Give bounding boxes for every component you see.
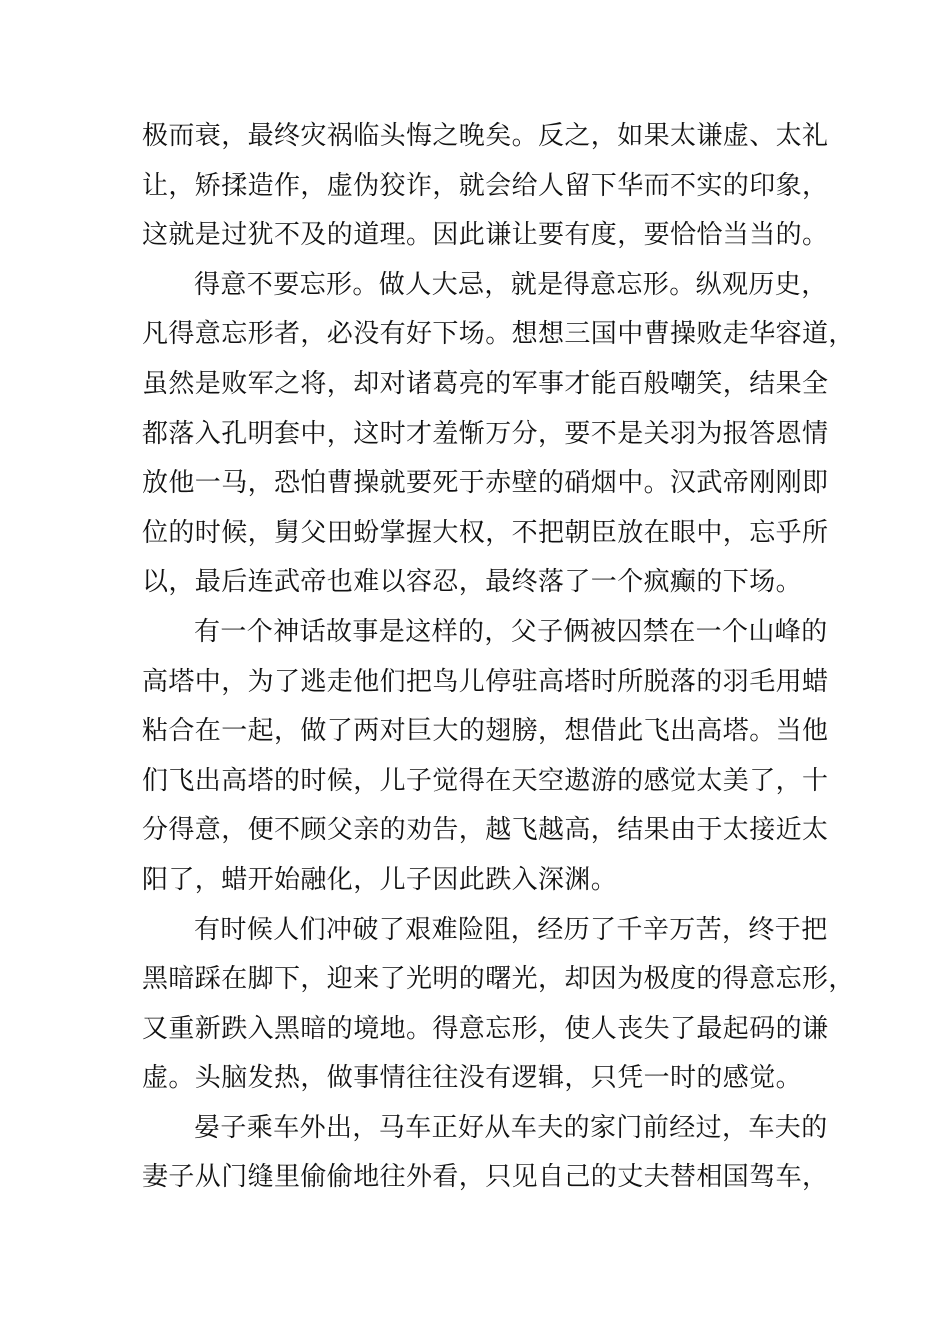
text-line: 们飞出高塔的时候，儿子觉得在天空遨游的感觉太美了，十 [142, 765, 829, 796]
text-line: 粘合在一起，做了两对巨大的翅膀，想借此飞出高塔。当他 [142, 716, 829, 747]
body-text [142, 112, 855, 1203]
paragraph-first-line: 晏子乘车外出，马车正好从车夫的家门前经过，车夫的 [194, 1112, 828, 1143]
text-line: 妻子从门缝里偷偷地往外看，只见自己的丈夫替相国驾车， [142, 1162, 829, 1193]
text-line: 都落入孔明套中，这时才羞惭万分，要不是关羽为报答恩情 [142, 418, 829, 449]
text-line: 这就是过犹不及的道理。因此谦让要有度，要恰恰当当的。 [142, 220, 829, 251]
text-line: 极而衰，最终灾祸临头悔之晚矣。反之，如果太谦虚、太礼 [142, 121, 829, 151]
paragraph-first-line: 得意不要忘形。做人大忌，就是得意忘形。纵观历史， [194, 269, 828, 300]
text-line: 阳了，蜡开始融化，儿子因此跌入深渊。 [142, 864, 618, 895]
text-line: 高塔中，为了逃走他们把鸟儿停驻高塔时所脱落的羽毛用蜡 [142, 666, 829, 697]
text-line: 位的时候，舅父田蚡掌握大权，不把朝臣放在眼中，忘乎所 [142, 517, 829, 548]
text-line: 黑暗踩在脚下，迎来了光明的曙光，却因为极度的得意忘形， [142, 964, 855, 995]
text-line: 让，矫揉造作，虚伪狡诈，就会给人留下华而不实的印象， [142, 170, 829, 201]
paragraph-first-line: 有时候人们冲破了艰难险阻，经历了千辛万苦，终于把 [194, 914, 828, 945]
text-line: 放他一马，恐怕曹操就要死于赤壁的硝烟中。汉武帝刚刚即 [142, 468, 829, 499]
text-line: 分得意，便不顾父亲的劝告，越飞越高，结果由于太接近太 [142, 815, 829, 846]
text-line: 以，最后连武帝也难以容忍，最终落了一个疯癫的下场。 [142, 567, 803, 598]
paragraph-first-line: 有一个神话故事是这样的，父子俩被囚禁在一个山峰的 [194, 616, 828, 647]
text-line: 凡得意忘形者，必没有好下场。想想三国中曹操败走华容道， [142, 319, 855, 350]
text-line: 又重新跌入黑暗的境地。得意忘形，使人丧失了最起码的谦 [142, 1013, 829, 1044]
text-line: 虽然是败军之将，却对诸葛亮的军事才能百般嘲笑，结果全 [142, 368, 829, 399]
text-line: 虚。头脑发热，做事情往往没有逻辑，只凭一时的感觉。 [142, 1063, 803, 1094]
